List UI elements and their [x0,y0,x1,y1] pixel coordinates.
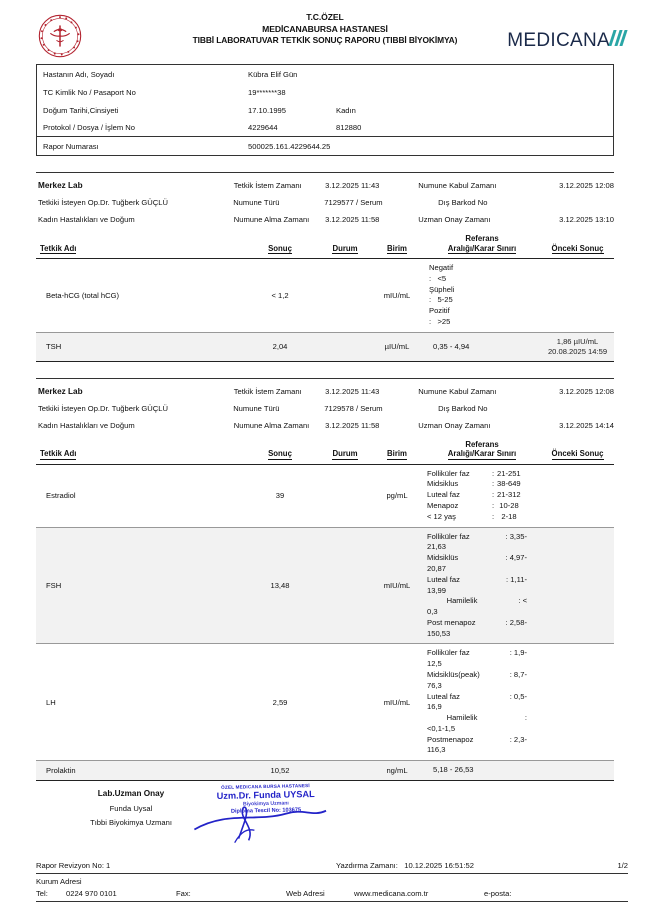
sample-type-value: 7129578 / Serum [324,404,383,414]
previous-time: 20.08.2025 14:59 [547,346,608,356]
doctor-stamp [185,782,346,837]
meta-row [36,417,614,434]
approval-time-value: 3.12.2025 13:10 [559,215,615,224]
results-table-head [36,231,614,259]
test-name: Estradiol [46,491,76,501]
test-reference: 0,35 - 4,94 [423,332,541,362]
accept-time-value: 3.12.2025 12:08 [559,181,615,190]
table-header-row [36,437,614,464]
lab-name: Merkez Lab [38,181,83,190]
title-line-3: TIBBİ LABORATUVAR TETKİK SONUÇ RAPORU (TIBBİ BİYOKİMYA) [192,35,458,46]
print-time-group [336,861,588,870]
test-unit: mIU/mL [383,697,411,707]
medicana-logo [507,30,628,52]
patient-info-box [36,64,614,156]
stamp-role: Biyokimya Uzmanı [242,800,289,808]
medicana-wordmark: MEDICANA [507,30,610,51]
accept-time-label: Numune Kabul Zamanı [418,181,497,190]
col-header-reference: Referans Aralığı/Karar Sınırı [447,234,517,253]
test-previous [541,259,614,333]
meta-row [36,383,614,400]
lab-section-2 [36,378,614,781]
test-previous [541,644,614,761]
col-header-result: Sonuç [268,449,292,459]
handwritten-signature-icon [186,786,347,847]
accept-time-label: Numune Kabul Zamanı [418,387,497,397]
test-status [319,464,371,527]
table-row [36,761,614,781]
results-table-2 [36,437,614,781]
tel-value: 0224 970 0101 [66,889,117,898]
section-1-meta [36,172,614,228]
col-header-unit: Birim [387,243,407,253]
test-result: 39 [275,491,285,501]
test-status [319,527,371,644]
test-reference: Negatif : <5 Şüpheli : 5-25 Pozitif : >25 [429,263,455,326]
results-table-head [36,437,614,464]
test-name: LH [46,697,56,707]
test-previous [541,464,614,527]
patient-tc-label: TC Kimlik No / Pasaport No [43,87,136,97]
request-time-label: Tetkik İstem Zamanı [233,387,302,397]
col-header-reference: Referans Aralığı/Karar Sınırı [447,440,517,459]
test-result: 13,48 [241,527,319,644]
patient-protocol-value: 4229644 [248,123,278,132]
test-reference: 5,18 - 26,53 [423,761,541,781]
table-row [36,464,614,527]
external-barcode-label: Dış Barkod No [438,198,488,207]
title-line-2: MEDİCANABURSA HASTANESİ [262,23,388,34]
patient-gender-value: Kadın [336,105,356,115]
col-header-name: Tetkik Adı [40,243,77,253]
page-footer [36,861,628,902]
section-2-meta [36,378,614,434]
patient-protocol-label: Protokol / Dosya / İşlem No [43,123,136,132]
patient-row [37,83,613,101]
patient-row [37,101,613,119]
request-time-value: 3.12.2025 11:43 [325,387,380,397]
print-time-label: Yazdırma Zamanı: [336,861,398,870]
test-unit: ng/mL [371,761,423,781]
patient-row [37,65,613,83]
test-unit: mIU/mL [383,290,411,300]
test-unit: mIU/mL [371,527,423,644]
test-result: < 1,2 [271,290,289,300]
approval-time-label: Uzman Onay Zamanı [418,215,491,224]
col-header-result: Sonuç [268,243,292,253]
lab-name: Merkez Lab [38,387,83,397]
table-header-row [36,231,614,259]
col-header-previous: Önceki Sonuç [551,243,604,253]
turkish-ministry-of-health-emblem-icon [38,14,82,58]
medicana-slashes-icon [611,30,628,46]
table-row [36,644,614,761]
patient-birth-label: Doğum Tarihi,Cinsiyeti [43,105,119,115]
test-status [319,761,371,781]
col-header-name: Tetkik Adı [40,449,77,459]
meta-row [36,194,614,211]
patient-name-label: Hastanın Adı, Soyadı [43,69,115,79]
results-table-body [36,464,614,780]
footer-top-row [36,861,628,874]
sample-time-label: Numune Alma Zamanı [233,421,310,431]
report-number-label: Rapor Numarası [43,141,99,151]
test-previous [541,332,614,362]
fax-label: Fax: [176,889,191,898]
sample-time-value: 3.12.2025 11:58 [325,421,380,431]
test-result: 2,59 [272,697,288,707]
stamp-doctor-name: Uzm.Dr. Funda UYSAL [216,788,315,802]
request-time-value: 3.12.2025 11:43 [325,181,380,190]
report-number-row [37,137,613,155]
signature-role: Tıbbi Biyokimya Uzmanı [90,818,172,827]
test-result: 2,04 [241,332,319,362]
test-reference: Folliküler faz : 3,35- 21,63 Midsiklüs : 4,97- 20,87 Luteal faz : 1,11- 13,99 Hamilelik : < 0,3 Post menapoz : 2,58- 150,53 [423,527,541,644]
test-unit: pg/mL [386,491,408,501]
col-header-unit: Birim [387,449,407,459]
requester-name: Tetkiki İsteyen Op.Dr. Tuğberk GÜÇLÜ [38,404,168,414]
patient-birth-value: 17.10.1995 [248,105,287,115]
test-result: 10,52 [241,761,319,781]
test-reference: Folliküler faz : 1,9- 12,5 Midsiklüs(peak) : 8,7- 76,3 Luteal faz : 0,5- 16,9 Hamilelik : <0,1-1,5 Postmenapoz : 2,3- 116,3 [427,648,527,755]
lab-section-1 [36,172,614,362]
department-name: Kadın Hastalıkları ve Doğum [38,421,135,431]
test-reference: Folliküler faz : 21-251 Midsiklus : 38-649 Luteal faz : 21-312 Menapoz : 10-28 < 12 yaş : 2-18 [427,468,521,521]
col-header-status: Durum [332,449,358,459]
email-label: e-posta: [484,889,512,898]
sample-time-label: Numune Alma Zamanı [233,215,310,224]
patient-row [37,119,613,137]
external-barcode-label: Dış Barkod No [438,404,488,414]
meta-row [36,211,614,228]
web-label: Web Adresi [286,889,325,898]
print-time-value: 10.12.2025 16:51:52 [404,861,474,870]
title-line-1: T.C.ÖZEL [306,12,344,22]
test-status [319,644,371,761]
col-header-previous: Önceki Sonuç [551,449,604,459]
request-time-label: Tetkik İstem Zamanı [233,181,302,190]
sample-type-label: Numune Türü [233,404,280,414]
sample-time-value: 3.12.2025 11:58 [325,215,380,224]
patient-tc-value: 19*******38 [248,87,286,97]
test-name: TSH [36,332,241,362]
tel-label: Tel: [36,889,48,898]
meta-row [36,177,614,194]
department-name: Kadın Hastalıkları ve Doğum [38,215,135,224]
page-header [0,0,650,58]
test-status [319,332,371,362]
test-previous [541,761,614,781]
test-status [319,259,371,333]
table-row [36,527,614,644]
results-table-1 [36,231,614,362]
institution-address-label: Kurum Adresi [36,877,82,886]
approval-time-label: Uzman Onay Zamanı [418,421,491,431]
previous-value: 1,86 µIU/mL [556,336,599,346]
test-name: Beta-hCG (total hCG) [46,290,120,300]
footer-contact-row [36,886,628,902]
report-number-value: 500025.161.4229644.25 [248,141,331,151]
patient-file-value: 812880 [336,123,362,132]
approval-time-value: 3.12.2025 14:14 [559,421,615,431]
results-table-body [36,259,614,362]
signature-name: Funda Uysal [109,803,153,813]
accept-time-value: 3.12.2025 12:08 [559,387,615,397]
test-previous [541,527,614,644]
test-name: Prolaktin [36,761,241,781]
stamp-hospital: ÖZEL MEDICANA BURSA HASTANESİ [221,783,310,790]
col-header-status: Durum [332,243,358,253]
sample-type-label: Numune Türü [233,198,280,207]
patient-name-value: Kübra Elif Gün [248,69,298,79]
web-value: www.medicana.com.tr [354,889,429,898]
meta-row [36,400,614,417]
requester-name: Tetkiki İsteyen Op.Dr. Tuğberk GÜÇLÜ [38,198,168,207]
report-revision: Rapor Revizyon No: 1 [36,861,111,870]
table-row [36,332,614,362]
stamp-diploma: Diploma Tescil No: 103675 [230,807,302,815]
sample-type-value: 7129577 / Serum [324,198,383,207]
signature-title: Lab.Uzman Onay [97,789,165,798]
table-row [36,259,614,333]
test-name: FSH [36,527,241,644]
signature-area [36,783,456,861]
page-number: 1/2 [617,861,628,870]
test-unit: µIU/mL [371,332,423,362]
